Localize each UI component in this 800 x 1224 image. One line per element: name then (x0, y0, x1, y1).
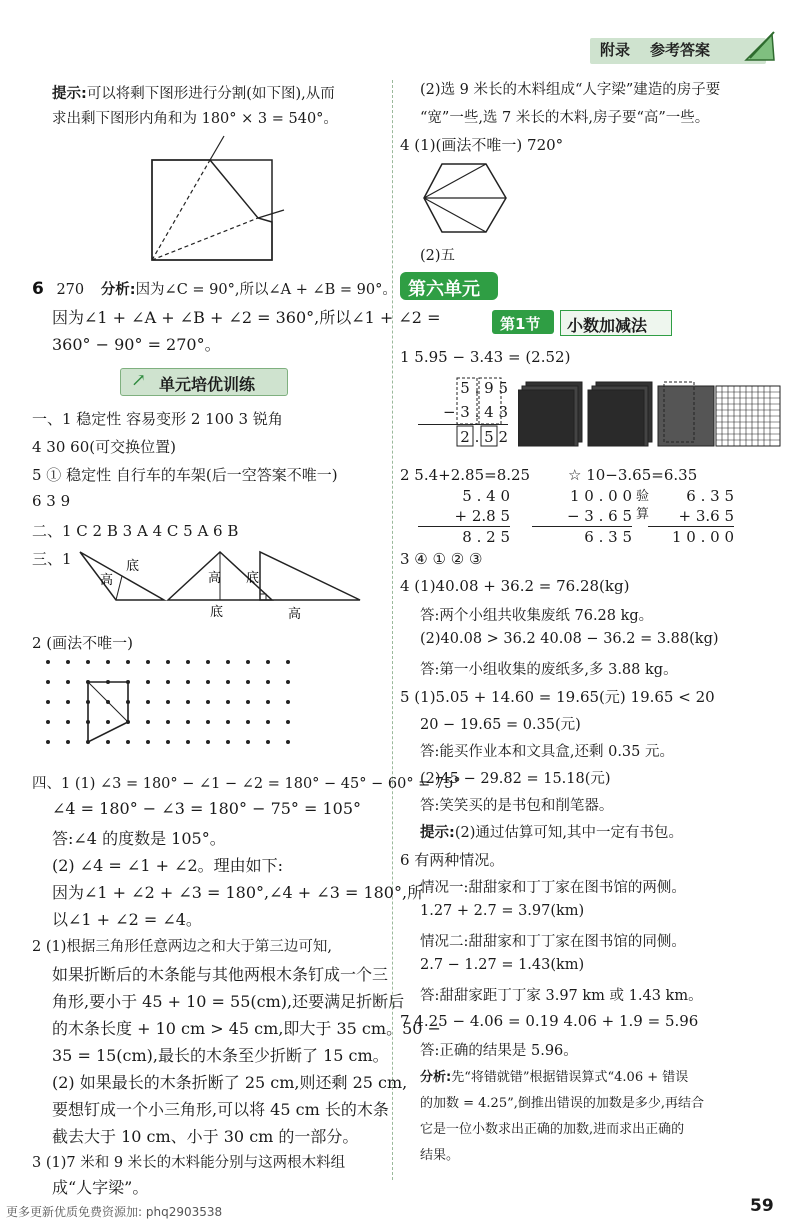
p4-line-4: 答:第一小组收集的废纸多,多 3.88 kg。 (420, 662, 678, 678)
vertical-addition-check (648, 486, 734, 547)
r-line-1: (2)选 9 米长的木料组成“人字梁”建造的房子要 (420, 82, 721, 98)
p7-line-3 (420, 1066, 688, 1085)
q6-answer: 270 (56, 282, 85, 298)
r-line-2: “宽”一些,选 7 米长的木料,房子要“高”一些。 (420, 110, 710, 126)
q6-number: 6 (32, 279, 44, 299)
vert1-mid: − 3 . 4 3 (418, 400, 508, 425)
p2b-line: ☆ 10−3.65=6.35 (568, 466, 698, 484)
s3-q2-line: 2 (画法不唯一) (32, 634, 134, 652)
tri2-base-label: 底 (210, 605, 224, 620)
p4-line-2: 答:两个小组共收集废纸 76.28 kg。 (420, 608, 654, 624)
hint-line-1 (52, 82, 335, 103)
p6-line-6: 答:甜甜家距丁丁家 3.97 km 或 1.43 km。 (420, 988, 703, 1004)
s4-line-2: ∠4 = 180° − ∠3 = 180° − 75° = 105° (52, 799, 362, 818)
p5-line-6 (420, 821, 683, 842)
q6-line (32, 278, 397, 299)
p7-line-6: 结果。 (420, 1148, 460, 1163)
hint-line-2: 求出剩下图形内角和为 180° × 3 = 540°。 (52, 111, 338, 127)
hint-label: 提示: (52, 86, 87, 102)
section-label: 第1节 (500, 315, 541, 333)
unit-training-title: 单元培优训练 (159, 375, 256, 394)
p6-line-3: 1.27 + 2.7 = 3.97(km) (420, 903, 585, 919)
p7-line-4: 的加数 = 4.25”,倒推出错误的加数是多少,再结合 (420, 1096, 705, 1111)
s1-line-6: 6 3 9 (32, 492, 71, 510)
vert2b-result: 6 . 3 5 (584, 528, 632, 546)
triangles-heights-figure (60, 548, 380, 628)
column-divider (392, 80, 393, 1180)
vert2b-top: 1 0 . 0 0 (569, 487, 632, 505)
vert2a-result: 8 . 2 5 (462, 528, 510, 546)
unit6-title: 第六单元 (408, 279, 480, 300)
vert2b-mid: − 3 . 6 5 (532, 506, 632, 527)
vert1-result: 2 . 5 2 (460, 428, 508, 446)
q2-line-1: 2 (1)根据三角形任意两边之和大于第三边可知, (32, 939, 332, 955)
vertical-addition-1 (418, 486, 510, 547)
s4-line-6: 以∠1 + ∠2 = ∠4。 (52, 910, 202, 929)
vert1-top: 5 . 9 5 (460, 379, 508, 397)
p6-line-4: 情况二:甜甜家和丁丁家在图书馆的同侧。 (420, 934, 686, 950)
tri3-base-label: 底 (246, 571, 260, 586)
q6-analysis-2: 因为∠1 + ∠A + ∠B + ∠2 = 360°,所以∠1 + ∠2 = (52, 308, 441, 327)
q2-line-4: 的木条长度 + 10 cm > 45 cm,即大于 35 cm。50 − (52, 1019, 441, 1038)
q2-line-5: 35 = 15(cm),最长的木条至少折断了 15 cm。 (52, 1046, 389, 1065)
vert2a-mid: + 2.8 5 (418, 506, 510, 527)
hint-text-1: 可以将剩下图形进行分割(如下图),从而 (86, 86, 335, 102)
s4-line-3: 答:∠4 的度数是 105°。 (52, 829, 226, 848)
ruler-pencil-icon (742, 30, 778, 64)
q3-line-1: 3 (1)7 米和 9 米长的木料能分别与这两根木料组 (32, 1155, 346, 1171)
q3-line-2: 成“人字梁”。 (52, 1178, 149, 1197)
p5-hint-label: 提示: (420, 825, 455, 841)
p7-analysis-1: 先“将错就错”根据错误算式“4.06 + 错误 (451, 1070, 689, 1085)
tri1-height-label: 高 (100, 573, 114, 588)
vert2c-mid: + 3.6 5 (648, 506, 734, 527)
p6-line-2: 情况一:甜甜家和丁丁家在图书馆的两侧。 (420, 880, 686, 896)
q2-line-3: 角形,要小于 45 + 10 = 55(cm),还要满足折断后 (52, 992, 405, 1011)
p4-line-1: 4 (1)40.08 + 36.2 = 76.28(kg) (400, 577, 630, 595)
vert2c-top: 6 . 3 5 (686, 487, 734, 505)
s1-line-1: 一、1 稳定性 容易变形 2 100 3 锐角 (32, 410, 283, 428)
s4-line-5: 因为∠1 + ∠2 + ∠3 = 180°,∠4 + ∠3 = 180°,所 (52, 883, 424, 902)
q2-line-6: (2) 如果最长的木条折断了 25 cm,则还剩 25 cm, (52, 1073, 408, 1092)
p1-line: 1 5.95 − 3.43 = (2.52) (400, 348, 571, 366)
dashed-boxes-figure (455, 376, 511, 450)
p5-hint-text: (2)通过估算可知,其中一定有书包。 (454, 825, 683, 841)
q2-line-7: 要想钉成一个小三角形,可以将 45 cm 长的木条 (52, 1100, 389, 1119)
decimal-grid-figure (518, 378, 788, 448)
tri1-base-label: 底 (126, 559, 140, 574)
p2-line: 2 5.4+2.85=8.25 (400, 466, 531, 484)
vert2a-top: 5 . 4 0 (462, 487, 510, 505)
q2-line-8: 截去大于 10 cm、小于 30 cm 的一部分。 (52, 1127, 359, 1146)
p5-line-5: 答:笑笑买的是书包和削笔器。 (420, 798, 614, 814)
dot-grid-figure (42, 656, 302, 756)
s1-line-4: 4 30 60(可交换位置) (32, 438, 176, 456)
check-label: 验算 (636, 489, 650, 522)
r-line-4: (2)五 (420, 248, 456, 264)
p5-line-1: 5 (1)5.05 + 14.60 = 19.65(元) 19.65 < 20 (400, 688, 715, 706)
section-title-box (560, 310, 672, 336)
q6-analysis-3: 360° − 90° = 270°。 (52, 335, 221, 354)
section-badge (492, 310, 554, 334)
p4-line-3: (2)40.08 > 36.2 40.08 − 36.2 = 3.88(kg) (420, 631, 719, 647)
p5-line-2: 20 − 19.65 = 0.35(元) (420, 717, 581, 733)
p6-line-5: 2.7 − 1.27 = 1.43(km) (420, 957, 585, 973)
s2-line: 二、1 C 2 B 3 A 4 C 5 A 6 B (32, 522, 239, 540)
hexagon-figure (420, 160, 510, 236)
p5-line-4: (2)45 − 29.82 = 15.18(元) (420, 771, 611, 787)
header-title: 参考答案 (650, 41, 711, 59)
p6-line-1: 6 有两种情况。 (400, 851, 505, 869)
q2-line-2: 如果折断后的木条能与其他两根木条钉成一个三 (52, 965, 389, 984)
s1-line-5: 5 ① 稳定性 自行车的车架(后一空答案不唯一) (32, 466, 338, 484)
r-line-3: 4 (1)(画法不唯一) 720° (400, 136, 564, 154)
p3-line: 3 ④ ① ② ③ (400, 550, 483, 568)
tri3-height-label: 高 (288, 607, 302, 622)
s3-line: 三、1 (32, 550, 72, 568)
s4-line-4: (2) ∠4 = ∠1 + ∠2。理由如下: (52, 856, 284, 875)
p5-line-3: 答:能买作业本和文具盒,还剩 0.35 元。 (420, 744, 674, 760)
p7-line-1: 7 4.25 − 4.06 = 0.19 4.06 + 1.9 = 5.96 (400, 1012, 699, 1030)
page-header (0, 0, 800, 70)
section-title: 小数加减法 (567, 316, 648, 335)
unit6-banner (400, 272, 498, 300)
q6-analysis-1: 因为∠C = 90°,所以∠A + ∠B = 90°。 (135, 282, 397, 298)
p7-line-5: 它是一位小数求出正确的加数,进而求出正确的 (420, 1122, 685, 1137)
vertical-subtraction-2 (532, 486, 632, 547)
page-number: 59 (750, 1196, 774, 1216)
pentagon-division-figure (148, 132, 288, 264)
chart-icon: ↗ (131, 370, 147, 391)
vert2c-result: 1 0 . 0 0 (671, 528, 734, 546)
unit-training-banner (120, 368, 288, 396)
s4-line-1: 四、1 (1) ∠3 = 180° − ∠1 − ∠2 = 180° − 45° − 60° = 75° (32, 776, 461, 792)
p7-line-2: 答:正确的结果是 5.96。 (420, 1043, 578, 1059)
q6-analysis-label: 分析: (100, 282, 136, 298)
footer-note: 更多更新优质免费资源加: phq2903538 (6, 1205, 223, 1219)
header-section: 附录 (600, 41, 631, 59)
p7-analysis-label: 分析: (420, 1070, 452, 1085)
tri2-height-label: 高 (208, 571, 222, 586)
